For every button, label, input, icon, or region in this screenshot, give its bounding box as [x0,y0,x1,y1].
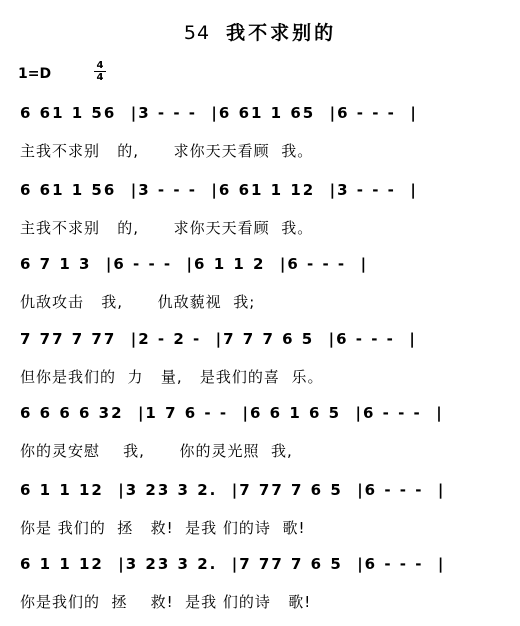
notation-line: 6 6 6 6 32 |1 7 6 - - |6 6 1 6 5 |6 - - - | [20,404,444,422]
music-system-1 [14,104,510,168]
notation-line: 7 77 7 77 |2 - 2 - |7 7 7 6 5 |6 - - - | [20,330,417,348]
music-system-7 [14,555,510,619]
song-title [0,18,520,45]
lyrics-line: 但你是我们的 力 量, 是我们的喜 乐。 [20,368,324,386]
lyrics-line: 仇敌攻击 我, 仇敌藐视 我; [20,293,256,311]
music-system-6 [14,481,510,545]
notation-line: 6 1 1 12 |3 23 3 2. |7 77 7 6 5 |6 - - - | [20,481,446,499]
song-number: 54 [183,22,211,44]
lyrics-line: 你是我们的 拯 救! 是我 们的诗 歌! [20,593,312,611]
music-system-4 [14,330,510,394]
music-system-5 [14,404,510,468]
lyrics-line: 主我不求别 的, 求你天天看顾 我。 [20,142,314,160]
key-signature: 1=D [18,66,52,82]
music-system-3 [14,255,510,319]
music-system-2 [14,181,510,245]
lyrics-line: 你是 我们的 拯 救! 是我 们的诗 歌! [20,519,306,537]
song-name: 我不求别的 [226,22,337,44]
notation-line: 6 61 1 56 |3 - - - |6 61 1 65 |6 - - - | [20,104,418,122]
time-signature-bottom: 4 [96,72,104,83]
lyrics-line: 你的灵安慰 我, 你的灵光照 我, [20,442,293,460]
lyrics-line: 主我不求别 的, 求你天天看顾 我。 [20,219,314,237]
time-signature [94,60,106,83]
notation-line: 6 1 1 12 |3 23 3 2. |7 77 7 6 5 |6 - - - | [20,555,446,573]
notation-line: 6 61 1 56 |3 - - - |6 61 1 12 |3 - - - | [20,181,418,199]
notation-line: 6 7 1 3 |6 - - - |6 1 1 2 |6 - - - | [20,255,369,273]
time-signature-top: 4 [96,60,104,71]
